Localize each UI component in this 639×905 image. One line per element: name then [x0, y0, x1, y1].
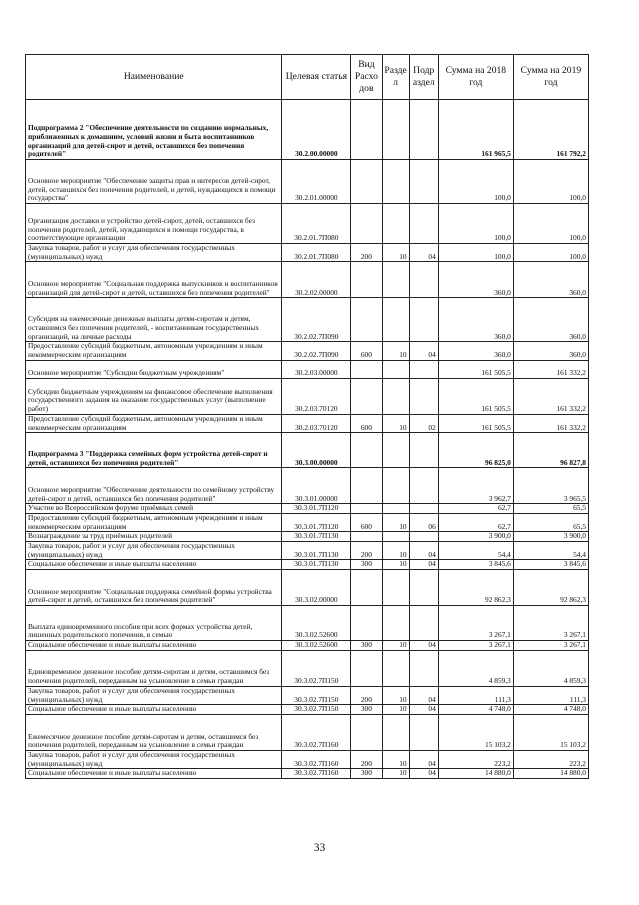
row-sum-2019: 65,5 — [513, 513, 588, 531]
row-name: Вознаграждение за труд приёмных родителей — [26, 532, 282, 542]
row-subsection: 06 — [409, 513, 438, 531]
row-sum-2018: 62,7 — [438, 513, 513, 531]
row-target-article: 30.3.01.00000 — [282, 468, 351, 504]
row-sum-2018: 161 965,5 — [438, 100, 513, 160]
row-expense-type: 200 — [351, 244, 382, 262]
row-section — [382, 714, 409, 750]
row-sum-2019: 14 880,0 — [513, 769, 588, 779]
table-row — [26, 342, 589, 360]
row-sum-2018: 62,7 — [438, 504, 513, 514]
row-sum-2018: 100,0 — [438, 204, 513, 244]
row-section — [382, 433, 409, 468]
row-subsection — [409, 650, 438, 686]
row-sum-2019: 3 267,1 — [513, 606, 588, 641]
row-expense-type — [351, 100, 382, 160]
row-subsection: 04 — [409, 641, 438, 651]
row-target-article: 30.3.01.7П120 — [282, 513, 351, 531]
table-row — [26, 705, 589, 715]
row-expense-type — [351, 160, 382, 204]
row-sum-2019: 65,5 — [513, 504, 588, 514]
row-expense-type: 300 — [351, 641, 382, 651]
row-target-article: 30.3.02.7П150 — [282, 705, 351, 715]
row-name: Основное мероприятие "Социальная поддержка выпускников и воспитанников организаций для детей-сирот и детей, оставшихся без попечения родителей" — [26, 262, 282, 298]
table-row — [26, 100, 589, 160]
row-subsection: 04 — [409, 244, 438, 262]
row-sum-2018: 3 962,7 — [438, 468, 513, 504]
row-expense-type: 200 — [351, 750, 382, 768]
row-target-article: 30.3.02.00000 — [282, 570, 351, 606]
row-name: Выплата единовременного пособия при всех формах устройства детей, лишенных родительского попечения, в семью — [26, 606, 282, 641]
row-sum-2018: 161 505,5 — [438, 360, 513, 378]
row-sum-2018: 111,3 — [438, 686, 513, 704]
row-target-article: 30.3.02.7П150 — [282, 686, 351, 704]
row-sum-2019: 161 332,2 — [513, 360, 588, 378]
row-sum-2019: 161 792,2 — [513, 100, 588, 160]
table-row — [26, 262, 589, 298]
row-name: Социальное обеспечение и иные выплаты населению — [26, 769, 282, 779]
row-subsection — [409, 298, 438, 342]
table-row — [26, 570, 589, 606]
row-section: 10 — [382, 705, 409, 715]
row-subsection — [409, 606, 438, 641]
row-expense-type — [351, 714, 382, 750]
row-sum-2018: 3 267,1 — [438, 606, 513, 641]
row-target-article: 30.2.02.00000 — [282, 262, 351, 298]
row-target-article: 30.3.02.7П160 — [282, 769, 351, 779]
row-sum-2018: 15 103,2 — [438, 714, 513, 750]
row-name: Социальное обеспечение и иные выплаты населению — [26, 560, 282, 570]
row-target-article: 30.2.03.70120 — [282, 378, 351, 414]
table-row — [26, 606, 589, 641]
row-sum-2018: 100,0 — [438, 244, 513, 262]
table-row — [26, 750, 589, 768]
row-name: Закупка товаров, работ и услуг для обеспечения государственных (муниципальных) нужд — [26, 750, 282, 768]
row-name: Предоставление субсидий бюджетным, автономным учреждениям и иным некоммерческим организациям — [26, 414, 282, 432]
row-expense-type: 600 — [351, 342, 382, 360]
row-subsection — [409, 378, 438, 414]
row-target-article: 30.3.01.7П130 — [282, 542, 351, 560]
row-target-article: 30.3.01.7П130 — [282, 532, 351, 542]
row-sum-2018: 100,0 — [438, 160, 513, 204]
row-sum-2019: 360,0 — [513, 342, 588, 360]
row-expense-type — [351, 298, 382, 342]
row-subsection: 02 — [409, 414, 438, 432]
row-expense-type — [351, 606, 382, 641]
row-sum-2019: 3 900,0 — [513, 532, 588, 542]
row-sum-2019: 360,0 — [513, 262, 588, 298]
table-row — [26, 468, 589, 504]
row-section: 10 — [382, 750, 409, 768]
row-sum-2018: 360,0 — [438, 262, 513, 298]
row-sum-2018: 4 859,3 — [438, 650, 513, 686]
row-sum-2018: 4 748,0 — [438, 705, 513, 715]
row-target-article: 30.3.02.7П160 — [282, 714, 351, 750]
row-target-article: 30.3.01.7П130 — [282, 560, 351, 570]
row-name: Социальное обеспечение и иные выплаты населению — [26, 641, 282, 651]
row-name: Ежемесячное денежное пособие детям-сиротам и детям, оставшимся без попечения родителей, переданным на усыновление в семьи граждан — [26, 714, 282, 750]
row-expense-type — [351, 378, 382, 414]
table-body — [26, 100, 589, 779]
table-row — [26, 244, 589, 262]
row-target-article: 30.2.01.7П080 — [282, 244, 351, 262]
row-sum-2018: 14 880,0 — [438, 769, 513, 779]
table-row — [26, 542, 589, 560]
row-sum-2019: 15 103,2 — [513, 714, 588, 750]
table-header-row — [26, 55, 589, 100]
table-row — [26, 160, 589, 204]
table-row — [26, 204, 589, 244]
row-target-article: 30.3.02.52600 — [282, 641, 351, 651]
row-name: Участие во Всероссийском форуме приёмных семей — [26, 504, 282, 514]
row-section — [382, 100, 409, 160]
row-target-article: 30.3.02.52600 — [282, 606, 351, 641]
row-expense-type: 200 — [351, 686, 382, 704]
row-expense-type — [351, 468, 382, 504]
row-section — [382, 504, 409, 514]
row-name: Закупка товаров, работ и услуг для обеспечения государственных (муниципальных) нужд — [26, 542, 282, 560]
row-target-article: 30.3.01.7П120 — [282, 504, 351, 514]
row-section — [382, 360, 409, 378]
row-expense-type: 300 — [351, 769, 382, 779]
row-section: 10 — [382, 641, 409, 651]
row-name: Основное мероприятие "Социальная поддержка семейной формы устройства детей-сирот и детей, оставшихся без попечения родителей" — [26, 570, 282, 606]
row-subsection — [409, 532, 438, 542]
header-name: Наименование — [26, 55, 282, 100]
row-target-article: 30.2.01.00000 — [282, 160, 351, 204]
table-row — [26, 714, 589, 750]
row-name: Подпрограмма 2 "Обеспечение деятельности по созданию нормальных, приближенных к домашним, условий жизни и быта воспитанников организаций для детей-сирот и детей, оставшихся без попечения родителей" — [26, 100, 282, 160]
row-section — [382, 570, 409, 606]
row-expense-type: 300 — [351, 560, 382, 570]
row-target-article: 30.2.01.7П080 — [282, 204, 351, 244]
row-sum-2018: 161 505,5 — [438, 378, 513, 414]
row-sum-2019: 161 332,2 — [513, 414, 588, 432]
row-target-article: 30.2.03.00000 — [282, 360, 351, 378]
row-name: Субсидия на ежемесячные денежные выплаты детям-сиротам и детям, оставшимся без попечения родителей, - воспитанникам государственных организаций, на личные расходы — [26, 298, 282, 342]
table-row — [26, 650, 589, 686]
row-section: 10 — [382, 513, 409, 531]
row-name: Социальное обеспечение и иные выплаты населению — [26, 705, 282, 715]
row-section — [382, 606, 409, 641]
page-number: 33 — [313, 842, 326, 854]
row-section: 10 — [382, 769, 409, 779]
header-sum-2019: Сумма на 2019 год — [513, 55, 588, 100]
row-name: Основное мероприятие "Субсидии бюджетным учреждениям" — [26, 360, 282, 378]
row-sum-2019: 92 862,3 — [513, 570, 588, 606]
table-row — [26, 686, 589, 704]
row-subsection — [409, 100, 438, 160]
row-sum-2019: 3 845,6 — [513, 560, 588, 570]
row-subsection — [409, 204, 438, 244]
row-subsection — [409, 433, 438, 468]
row-sum-2019: 4 748,0 — [513, 705, 588, 715]
row-sum-2019: 161 332,2 — [513, 378, 588, 414]
row-subsection — [409, 160, 438, 204]
row-sum-2018: 360,0 — [438, 298, 513, 342]
row-section: 10 — [382, 560, 409, 570]
row-subsection: 04 — [409, 542, 438, 560]
row-sum-2018: 223,2 — [438, 750, 513, 768]
row-section — [382, 378, 409, 414]
table-row — [26, 433, 589, 468]
row-subsection — [409, 468, 438, 504]
row-sum-2019: 223,2 — [513, 750, 588, 768]
row-target-article: 30.3.02.7П160 — [282, 750, 351, 768]
row-section — [382, 160, 409, 204]
row-section: 10 — [382, 542, 409, 560]
row-name: Субсидии бюджетным учреждениям на финансовое обеспечение выполнения государственного задания на оказание государственных услуг (выполнение работ) — [26, 378, 282, 414]
row-sum-2018: 54,4 — [438, 542, 513, 560]
table-row — [26, 378, 589, 414]
row-expense-type — [351, 433, 382, 468]
row-sum-2019: 111,3 — [513, 686, 588, 704]
row-sum-2019: 4 859,3 — [513, 650, 588, 686]
row-expense-type — [351, 204, 382, 244]
row-sum-2019: 360,0 — [513, 298, 588, 342]
row-section — [382, 204, 409, 244]
row-subsection: 04 — [409, 705, 438, 715]
table-row — [26, 504, 589, 514]
row-subsection — [409, 714, 438, 750]
row-section: 10 — [382, 414, 409, 432]
row-sum-2019: 96 827,8 — [513, 433, 588, 468]
row-sum-2019: 100,0 — [513, 204, 588, 244]
row-expense-type — [351, 532, 382, 542]
row-sum-2018: 360,0 — [438, 342, 513, 360]
row-sum-2018: 3 845,6 — [438, 560, 513, 570]
header-sum-2018: Сумма на 2018 год — [438, 55, 513, 100]
row-section — [382, 298, 409, 342]
header-expense-type: Вид Расхо дов — [351, 55, 382, 100]
row-subsection: 04 — [409, 769, 438, 779]
row-section — [382, 532, 409, 542]
row-sum-2019: 3 267,1 — [513, 641, 588, 651]
row-name: Закупка товаров, работ и услуг для обеспечения государственных (муниципальных) нужд — [26, 686, 282, 704]
row-name: Предоставление субсидий бюджетным, автономным учреждениям и иным некоммерческим организациям — [26, 513, 282, 531]
row-sum-2018: 161 505,5 — [438, 414, 513, 432]
row-sum-2018: 3 267,1 — [438, 641, 513, 651]
row-subsection — [409, 262, 438, 298]
row-name: Организация доставки и устройство детей-сирот, детей, оставшихся без попечения родителей, детей, нуждающихся в помощи государства, в соответствующие организации — [26, 204, 282, 244]
row-target-article: 30.2.02.7П090 — [282, 298, 351, 342]
row-subsection — [409, 360, 438, 378]
row-expense-type — [351, 262, 382, 298]
row-subsection: 04 — [409, 750, 438, 768]
row-sum-2019: 100,0 — [513, 244, 588, 262]
row-expense-type — [351, 650, 382, 686]
row-expense-type: 200 — [351, 542, 382, 560]
row-expense-type — [351, 504, 382, 514]
row-subsection: 04 — [409, 342, 438, 360]
table-row — [26, 414, 589, 432]
row-subsection — [409, 504, 438, 514]
table-row — [26, 360, 589, 378]
row-target-article: 30.3.00.00000 — [282, 433, 351, 468]
row-subsection: 04 — [409, 560, 438, 570]
row-expense-type — [351, 360, 382, 378]
budget-table — [25, 54, 589, 779]
table-row — [26, 298, 589, 342]
table-row — [26, 769, 589, 779]
row-name: Предоставление субсидий бюджетным, автономным учреждениям и иным некоммерческим организациям — [26, 342, 282, 360]
row-target-article: 30.2.03.70120 — [282, 414, 351, 432]
row-sum-2018: 92 862,3 — [438, 570, 513, 606]
row-sum-2018: 96 825,0 — [438, 433, 513, 468]
row-target-article: 30.2.02.7П090 — [282, 342, 351, 360]
row-subsection — [409, 570, 438, 606]
header-section: Разде л — [382, 55, 409, 100]
row-target-article: 30.3.02.7П150 — [282, 650, 351, 686]
row-section — [382, 262, 409, 298]
row-section — [382, 468, 409, 504]
table-row — [26, 532, 589, 542]
row-target-article: 30.2.00.00000 — [282, 100, 351, 160]
budget-table-page — [25, 54, 589, 779]
row-name: Закупка товаров, работ и услуг для обеспечения государственных (муниципальных) нужд — [26, 244, 282, 262]
row-name: Основное мероприятие "Обеспечение деятельности по семейному устройству детей-сирот и детей, оставшихся без попечения родителей" — [26, 468, 282, 504]
row-expense-type — [351, 570, 382, 606]
header-target-article: Целевая статья — [282, 55, 351, 100]
table-row — [26, 513, 589, 531]
row-name: Основное мероприятие "Обеспечение защиты прав и интересов детей-сирот, детей, оставшихся без попечения родителей, и детей, нуждающихся в помощи государства" — [26, 160, 282, 204]
row-name: Подпрограмма 3 "Поддержка семейных форм устройства детей-сирот и детей, оставшихся без попечения родителей" — [26, 433, 282, 468]
row-expense-type: 600 — [351, 513, 382, 531]
row-section: 10 — [382, 342, 409, 360]
row-sum-2019: 100,0 — [513, 160, 588, 204]
row-section: 10 — [382, 686, 409, 704]
row-sum-2019: 3 965,5 — [513, 468, 588, 504]
row-section: 10 — [382, 244, 409, 262]
row-sum-2018: 3 900,0 — [438, 532, 513, 542]
row-name: Единовременное денежное пособие детям-сиротам и детям, оставшимся без попечения родителей, переданным на усыновление в семьи граждан — [26, 650, 282, 686]
table-row — [26, 560, 589, 570]
header-subsection: Подр аздел — [409, 55, 438, 100]
row-expense-type: 300 — [351, 705, 382, 715]
row-section — [382, 650, 409, 686]
row-sum-2019: 54,4 — [513, 542, 588, 560]
row-expense-type: 600 — [351, 414, 382, 432]
table-row — [26, 641, 589, 651]
row-subsection: 04 — [409, 686, 438, 704]
